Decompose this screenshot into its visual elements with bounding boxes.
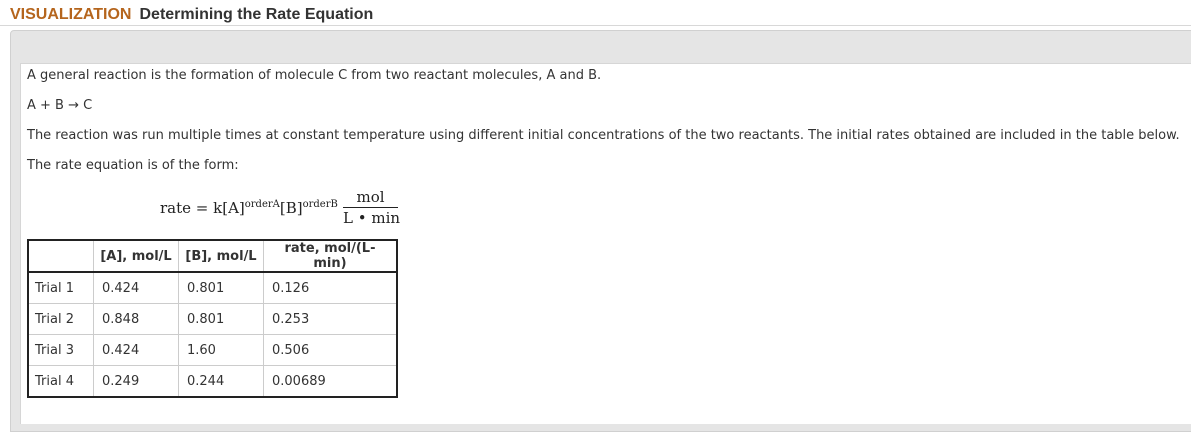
visualization-tag: VISUALIZATION [10, 6, 132, 23]
rate-cell: 0.506 [264, 335, 398, 366]
table-header-row [28, 240, 397, 272]
table-row [28, 304, 397, 335]
page-header [10, 4, 373, 24]
table-row [28, 366, 397, 398]
description-text: The reaction was run multiple times at constant temperature using different initial concentrations of the two reactants. The initial rates obtained are included in the table below. [27, 128, 1180, 143]
table-row [28, 272, 397, 304]
trial-label: Trial 1 [28, 272, 94, 304]
rate-lhs: rate = k[A] [160, 199, 245, 217]
header-corner [28, 240, 94, 272]
trial-label: Trial 3 [28, 335, 94, 366]
trial-label: Trial 2 [28, 304, 94, 335]
order-a-exponent: orderA [244, 199, 280, 210]
fraction-bar [343, 207, 398, 208]
units-denominator: L • min [343, 209, 401, 227]
trial-label: Trial 4 [28, 366, 94, 398]
rate-cell: 0.253 [264, 304, 398, 335]
header-conc-b: [B], mol/L [179, 240, 264, 272]
table-row [28, 335, 397, 366]
rate-cell: 0.126 [264, 272, 398, 304]
conc-b-cell: 0.244 [179, 366, 264, 398]
rate-form-label: The rate equation is of the form: [27, 158, 239, 173]
conc-b-cell: 0.801 [179, 304, 264, 335]
rate-units-fraction [343, 188, 401, 227]
conc-a-cell: 0.424 [94, 335, 179, 366]
order-b-exponent: orderB [302, 199, 338, 210]
rate-b-term: [B] [279, 199, 303, 217]
page-title: Determining the Rate Equation [139, 6, 374, 23]
rate-data-table [27, 239, 398, 398]
conc-a-cell: 0.424 [94, 272, 179, 304]
conc-b-cell: 0.801 [179, 272, 264, 304]
reaction-equation: A + B → C [27, 98, 93, 113]
conc-b-cell: 1.60 [179, 335, 264, 366]
header-divider [0, 25, 1191, 26]
header-conc-a: [A], mol/L [94, 240, 179, 272]
rate-expression [160, 199, 338, 217]
header-rate: rate, mol/(L-min) [264, 240, 398, 272]
rate-cell: 0.00689 [272, 373, 326, 389]
conc-a-cell: 0.249 [94, 366, 179, 398]
units-numerator: mol [356, 188, 385, 206]
conc-a-cell: 0.848 [94, 304, 179, 335]
intro-text: A general reaction is the formation of molecule C from two reactant molecules, A and B. [27, 68, 602, 83]
